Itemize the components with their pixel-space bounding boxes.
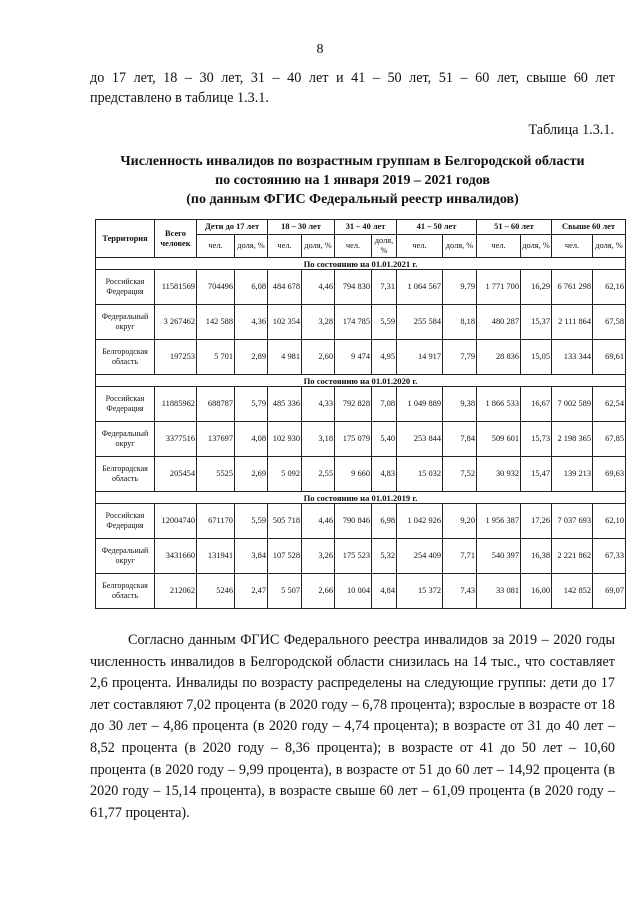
territory-cell: Российская Федерация — [96, 504, 155, 539]
intro-text — [90, 68, 615, 108]
table-cell: 15,37 — [521, 305, 552, 340]
table-cell: 7,43 — [443, 574, 477, 609]
territory-cell: Белгородская область — [96, 574, 155, 609]
header-group-children: Дети до 17 лет — [197, 220, 268, 235]
table-cell: 16,38 — [521, 539, 552, 574]
page-number: 8 — [316, 42, 324, 57]
subheader-share: доля, % — [521, 235, 552, 258]
table-cell: 794 830 — [335, 270, 372, 305]
table-row — [96, 539, 626, 574]
table-cell: 16,29 — [521, 270, 552, 305]
table-cell: 1 771 700 — [477, 270, 521, 305]
table-cell: 133 344 — [552, 340, 593, 375]
table-cell: 12004740 — [155, 504, 197, 539]
table-cell: 5 092 — [268, 457, 302, 492]
subheader-persons: чел. — [197, 235, 235, 258]
subheader-share: доля, % — [235, 235, 268, 258]
table-cell: 480 287 — [477, 305, 521, 340]
table-row — [96, 457, 626, 492]
table-cell: 671170 — [197, 504, 235, 539]
table-row — [96, 422, 626, 457]
table-cell: 2,89 — [235, 340, 268, 375]
territory-cell: Федеральный округ — [96, 539, 155, 574]
table-cell: 505 718 — [268, 504, 302, 539]
table-cell: 6 761 298 — [552, 270, 593, 305]
table-cell: 69,63 — [593, 457, 626, 492]
section-header-row — [96, 492, 626, 504]
table-cell: 9 474 — [335, 340, 372, 375]
table-cell: 15,47 — [521, 457, 552, 492]
table-cell: 4,95 — [372, 340, 397, 375]
table-cell: 62,16 — [593, 270, 626, 305]
table-caption: Таблица 1.3.1. — [528, 122, 614, 138]
table-cell: 253 844 — [397, 422, 443, 457]
table-cell: 142 588 — [197, 305, 235, 340]
table-cell: 16,67 — [521, 387, 552, 422]
table-cell: 102 930 — [268, 422, 302, 457]
intro-line-1: до 17 лет, 18 – 30 лет, 31 – 40 лет и 41 – 50 лет, 51 – 60 лет, свыше 60 лет — [90, 70, 615, 86]
section-header-row — [96, 375, 626, 387]
table-cell: 2,47 — [235, 574, 268, 609]
table-cell: 1 956 387 — [477, 504, 521, 539]
table-cell: 175 523 — [335, 539, 372, 574]
table-cell: 2 221 862 — [552, 539, 593, 574]
table-cell: 7,79 — [443, 340, 477, 375]
table-cell: 28 836 — [477, 340, 521, 375]
table-cell: 15,73 — [521, 422, 552, 457]
table-row — [96, 504, 626, 539]
table-cell: 509 601 — [477, 422, 521, 457]
table-cell: 4,36 — [235, 305, 268, 340]
table-cell: 255 584 — [397, 305, 443, 340]
table-cell: 1 049 889 — [397, 387, 443, 422]
subheader-persons: чел. — [335, 235, 372, 258]
header-territory: Территория — [96, 220, 155, 258]
table-cell: 2 198 365 — [552, 422, 593, 457]
table-cell: 4,46 — [302, 270, 335, 305]
table-cell: 2,55 — [302, 457, 335, 492]
section-title: По состоянию на 01.01.2020 г. — [96, 375, 626, 387]
table-cell: 212062 — [155, 574, 197, 609]
table-cell: 1 866 533 — [477, 387, 521, 422]
table-cell: 62,10 — [593, 504, 626, 539]
table-cell: 7,71 — [443, 539, 477, 574]
table-cell: 107 528 — [268, 539, 302, 574]
table-cell: 11885962 — [155, 387, 197, 422]
table-cell: 3,84 — [235, 539, 268, 574]
body-paragraph-text: Согласно данным ФГИС Федерального реестра инвалидов за 2019 – 2020 годы численность инвалидов в Белгородской области снизилась на 14 тыс., что составляет 2,6 процента. Инвалиды по возрасту распределены на следующие группы: дети до 17 лет составляют 7,02 процента (в 2020 году – 6,78 процента); взрослые в возрасте от 18 до 30 лет – 4,86 процента (в 2020 году – 4,74 процента); в возрасте от 31 до 40 лет – 8,52 процента (в 2020 году – 8,36 процента); в возрасте от 41 до 50 лет – 10,60 процента (в 2020 году – 9,99 процента), в возрасте от 51 до 60 лет – 14,92 процента (в 2020 году – 15,14 процента), в возрасте свыше 60 лет – 61,09 процента (в 2020 году – 61,77 процента). — [90, 632, 615, 821]
table-cell: 3 267462 — [155, 305, 197, 340]
table-title-line-2: по состоянию на 1 января 2019 – 2021 годов — [215, 173, 490, 188]
subheader-persons: чел. — [552, 235, 593, 258]
table-cell: 175 079 — [335, 422, 372, 457]
table-cell: 5,79 — [235, 387, 268, 422]
table-cell: 205454 — [155, 457, 197, 492]
table-cell: 15 372 — [397, 574, 443, 609]
header-total: Всего человек — [155, 220, 197, 258]
table-cell: 7 037 693 — [552, 504, 593, 539]
table-cell: 5 701 — [197, 340, 235, 375]
table-cell: 62,54 — [593, 387, 626, 422]
header-group-over-60: Свыше 60 лет — [552, 220, 626, 235]
table-cell: 2,60 — [302, 340, 335, 375]
table-cell: 16,00 — [521, 574, 552, 609]
territory-cell: Белгородская область — [96, 340, 155, 375]
intro-line-2: представлено в таблице 1.3.1. — [90, 90, 269, 106]
table-cell: 131941 — [197, 539, 235, 574]
table-cell: 2,66 — [302, 574, 335, 609]
table-cell: 792 828 — [335, 387, 372, 422]
section-title: По состоянию на 01.01.2019 г. — [96, 492, 626, 504]
table-cell: 67,33 — [593, 539, 626, 574]
disability-age-table — [95, 219, 626, 609]
subheader-share: доля, % — [593, 235, 626, 258]
table-cell: 5,40 — [372, 422, 397, 457]
territory-cell: Белгородская область — [96, 457, 155, 492]
table-title-line-1: Численность инвалидов по возрастным группам в Белгородской области — [120, 154, 585, 169]
table-cell: 11581569 — [155, 270, 197, 305]
section-header-row — [96, 258, 626, 270]
table-cell: 139 213 — [552, 457, 593, 492]
header-group-31-40: 31 – 40 лет — [335, 220, 397, 235]
subheader-share: доля, % — [302, 235, 335, 258]
table-cell: 485 336 — [268, 387, 302, 422]
table-row — [96, 270, 626, 305]
table-cell: 14 917 — [397, 340, 443, 375]
table-cell: 137697 — [197, 422, 235, 457]
table-cell: 174 785 — [335, 305, 372, 340]
table-cell: 9,38 — [443, 387, 477, 422]
table-cell: 5,32 — [372, 539, 397, 574]
table-cell: 69,07 — [593, 574, 626, 609]
table-cell: 6,08 — [235, 270, 268, 305]
table-cell: 3,18 — [302, 422, 335, 457]
table-row — [96, 305, 626, 340]
table-cell: 4,83 — [372, 457, 397, 492]
table-cell: 3,26 — [302, 539, 335, 574]
table-cell: 3431660 — [155, 539, 197, 574]
table-cell: 142 852 — [552, 574, 593, 609]
subheader-share: доля, % — [372, 235, 397, 258]
table-cell: 67,58 — [593, 305, 626, 340]
table-cell: 3377516 — [155, 422, 197, 457]
table-cell: 17,26 — [521, 504, 552, 539]
table-cell: 5525 — [197, 457, 235, 492]
table-cell: 5,59 — [372, 305, 397, 340]
table-cell: 197253 — [155, 340, 197, 375]
table-cell: 10 004 — [335, 574, 372, 609]
header-group-51-60: 51 – 60 лет — [477, 220, 552, 235]
table-cell: 102 354 — [268, 305, 302, 340]
table-cell: 15,05 — [521, 340, 552, 375]
territory-cell: Федеральный округ — [96, 422, 155, 457]
table-cell: 6,98 — [372, 504, 397, 539]
territory-cell: Российская Федерация — [96, 387, 155, 422]
table-cell: 4,84 — [372, 574, 397, 609]
table-cell: 4,46 — [302, 504, 335, 539]
table-cell: 9,20 — [443, 504, 477, 539]
table-cell: 30 932 — [477, 457, 521, 492]
table-cell: 9,79 — [443, 270, 477, 305]
table-cell: 5,59 — [235, 504, 268, 539]
table-row — [96, 574, 626, 609]
table-cell: 484 678 — [268, 270, 302, 305]
table-cell: 1 064 567 — [397, 270, 443, 305]
table-cell: 67,85 — [593, 422, 626, 457]
table-cell: 5 507 — [268, 574, 302, 609]
table-cell: 7,08 — [372, 387, 397, 422]
table-cell: 688787 — [197, 387, 235, 422]
table-cell: 4 981 — [268, 340, 302, 375]
table-cell: 7,52 — [443, 457, 477, 492]
table-cell: 790 846 — [335, 504, 372, 539]
table-cell: 3,28 — [302, 305, 335, 340]
subheader-share: доля, % — [443, 235, 477, 258]
table-cell: 7 002 589 — [552, 387, 593, 422]
table-cell: 8,18 — [443, 305, 477, 340]
table-cell: 7,84 — [443, 422, 477, 457]
subheader-persons: чел. — [397, 235, 443, 258]
table-title-line-3: (по данным ФГИС Федеральный реестр инвалидов) — [186, 192, 519, 207]
table-cell: 704496 — [197, 270, 235, 305]
table-cell: 540 397 — [477, 539, 521, 574]
table-cell: 9 660 — [335, 457, 372, 492]
table-cell: 69,61 — [593, 340, 626, 375]
table-cell: 15 032 — [397, 457, 443, 492]
table-cell: 254 409 — [397, 539, 443, 574]
header-group-41-50: 41 – 50 лет — [397, 220, 477, 235]
table-cell: 1 042 926 — [397, 504, 443, 539]
table-cell: 4,08 — [235, 422, 268, 457]
table-row — [96, 387, 626, 422]
table-cell: 2 111 864 — [552, 305, 593, 340]
subheader-persons: чел. — [477, 235, 521, 258]
table-cell: 33 081 — [477, 574, 521, 609]
table-cell: 2,69 — [235, 457, 268, 492]
body-paragraph — [90, 630, 615, 824]
table-cell: 5246 — [197, 574, 235, 609]
table-cell: 4,33 — [302, 387, 335, 422]
table-title — [90, 152, 615, 209]
subheader-persons: чел. — [268, 235, 302, 258]
territory-cell: Российская Федерация — [96, 270, 155, 305]
table-cell: 7,31 — [372, 270, 397, 305]
table-row — [96, 340, 626, 375]
territory-cell: Федеральный округ — [96, 305, 155, 340]
header-group-18-30: 18 – 30 лет — [268, 220, 335, 235]
section-title: По состоянию на 01.01.2021 г. — [96, 258, 626, 270]
